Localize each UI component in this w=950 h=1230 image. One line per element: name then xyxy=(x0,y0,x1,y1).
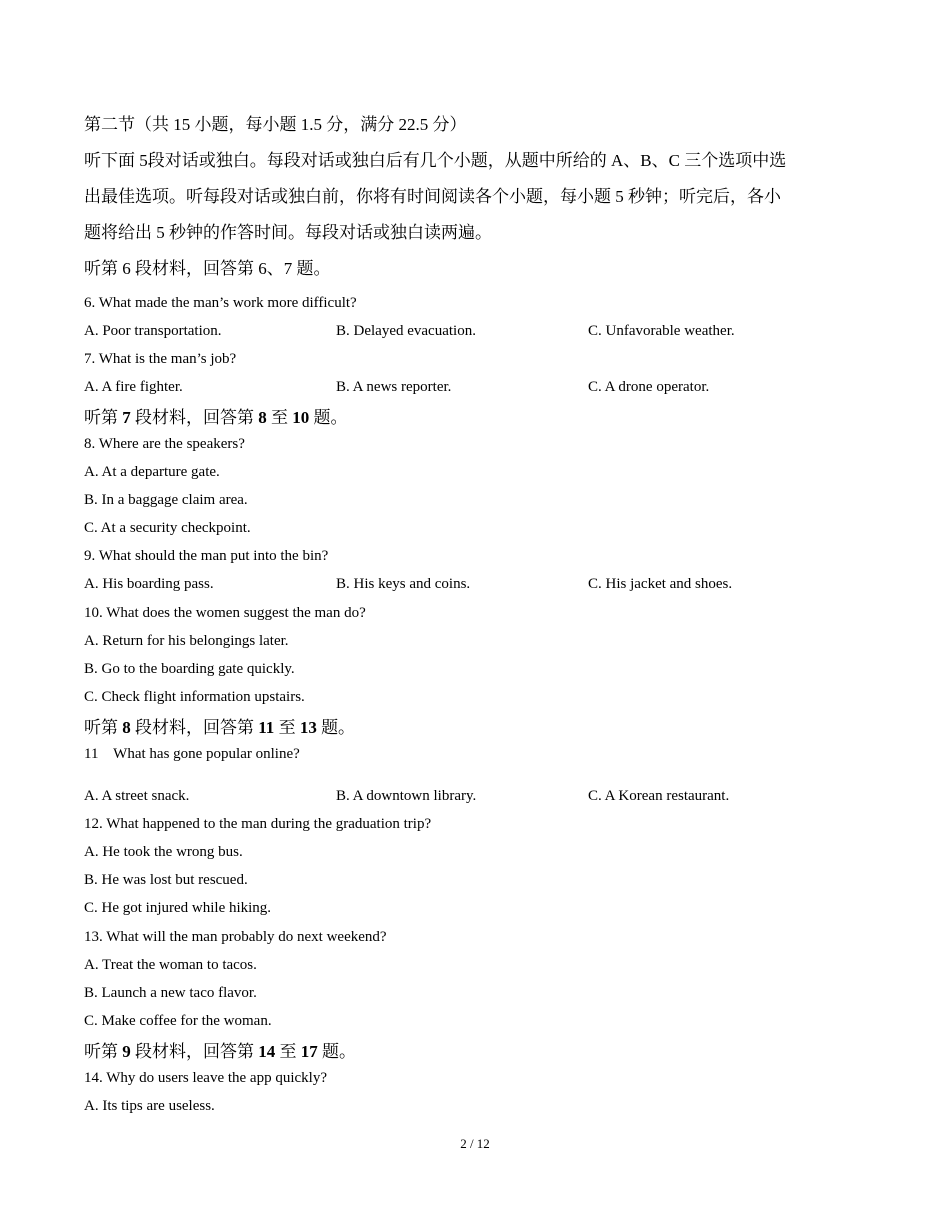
section-header: 第二节（共 15 小题，每小题 1.5 分，满分 22.5 分） xyxy=(84,115,467,134)
question-8-option-c: C. At a security checkpoint. xyxy=(84,520,251,536)
question-13-option-a: A. Treat the woman to tacos. xyxy=(84,957,257,973)
question-11-option-c: C. A Korean restaurant. xyxy=(588,788,730,804)
question-13-option-b: B. Launch a new taco flavor. xyxy=(84,985,257,1001)
instruction-line-3: 题将给出 5 秒钟的作答时间。每段对话或独白读两遍。 xyxy=(84,223,492,242)
question-7-option-c: C. A drone operator. xyxy=(588,379,710,395)
question-11-option-a: A. A street snack. xyxy=(84,788,190,804)
group-heading-6: 听第 6 段材料，回答第 6、7 题。 xyxy=(84,259,331,278)
question-7-option-b: B. A news reporter. xyxy=(336,379,452,395)
question-11: 11 What has gone popular online? xyxy=(84,746,300,762)
question-7-option-a: A. A fire fighter. xyxy=(84,379,183,395)
question-9: 9. What should the man put into the bin? xyxy=(84,548,329,564)
question-12: 12. What happened to the man during the graduation trip? xyxy=(84,816,432,832)
question-8: 8. Where are the speakers? xyxy=(84,436,245,452)
question-10-option-c: C. Check flight information upstairs. xyxy=(84,689,305,705)
instruction-line-1: 听下面 5段对话或独白。每段对话或独白后有几个小题，从题中所给的 A、B、C 三个选项中选 xyxy=(84,151,787,170)
instruction-line-2: 出最佳选项。听每段对话或独白前，你将有时间阅读各个小题，每小题 5 秒钟；听完后，各小 xyxy=(84,187,781,206)
group-heading-8: 听第 8 段材料，回答第 11 至 13 题。 xyxy=(84,718,356,737)
question-6-option-c: C. Unfavorable weather. xyxy=(588,323,735,339)
question-8-option-a: A. At a departure gate. xyxy=(84,464,220,480)
question-9-option-b: B. His keys and coins. xyxy=(336,576,471,592)
question-6-option-a: A. Poor transportation. xyxy=(84,323,222,339)
question-14-option-a: A. Its tips are useless. xyxy=(84,1098,215,1114)
question-13: 13. What will the man probably do next weekend? xyxy=(84,929,387,945)
question-12-option-a: A. He took the wrong bus. xyxy=(84,844,243,860)
question-8-option-b: B. In a baggage claim area. xyxy=(84,492,248,508)
question-14: 14. Why do users leave the app quickly? xyxy=(84,1070,327,1086)
question-9-option-c: C. His jacket and shoes. xyxy=(588,576,733,592)
question-12-option-c: C. He got injured while hiking. xyxy=(84,900,272,916)
question-6-option-b: B. Delayed evacuation. xyxy=(336,323,476,339)
question-10-option-b: B. Go to the boarding gate quickly. xyxy=(84,661,295,677)
question-6: 6. What made the man’s work more difficult? xyxy=(84,295,357,311)
question-10: 10. What does the women suggest the man do? xyxy=(84,605,366,621)
question-12-option-b: B. He was lost but rescued. xyxy=(84,872,248,888)
question-13-option-c: C. Make coffee for the woman. xyxy=(84,1013,272,1029)
question-7: 7. What is the man’s job? xyxy=(84,351,237,367)
group-heading-7: 听第 7 段材料，回答第 8 至 10 题。 xyxy=(84,408,348,427)
question-11-option-b: B. A downtown library. xyxy=(336,788,477,804)
group-heading-9: 听第 9 段材料，回答第 14 至 17 题。 xyxy=(84,1042,356,1061)
question-9-option-a: A. His boarding pass. xyxy=(84,576,214,592)
page-number: 2 / 12 xyxy=(460,1136,490,1151)
question-10-option-a: A. Return for his belongings later. xyxy=(84,633,289,649)
